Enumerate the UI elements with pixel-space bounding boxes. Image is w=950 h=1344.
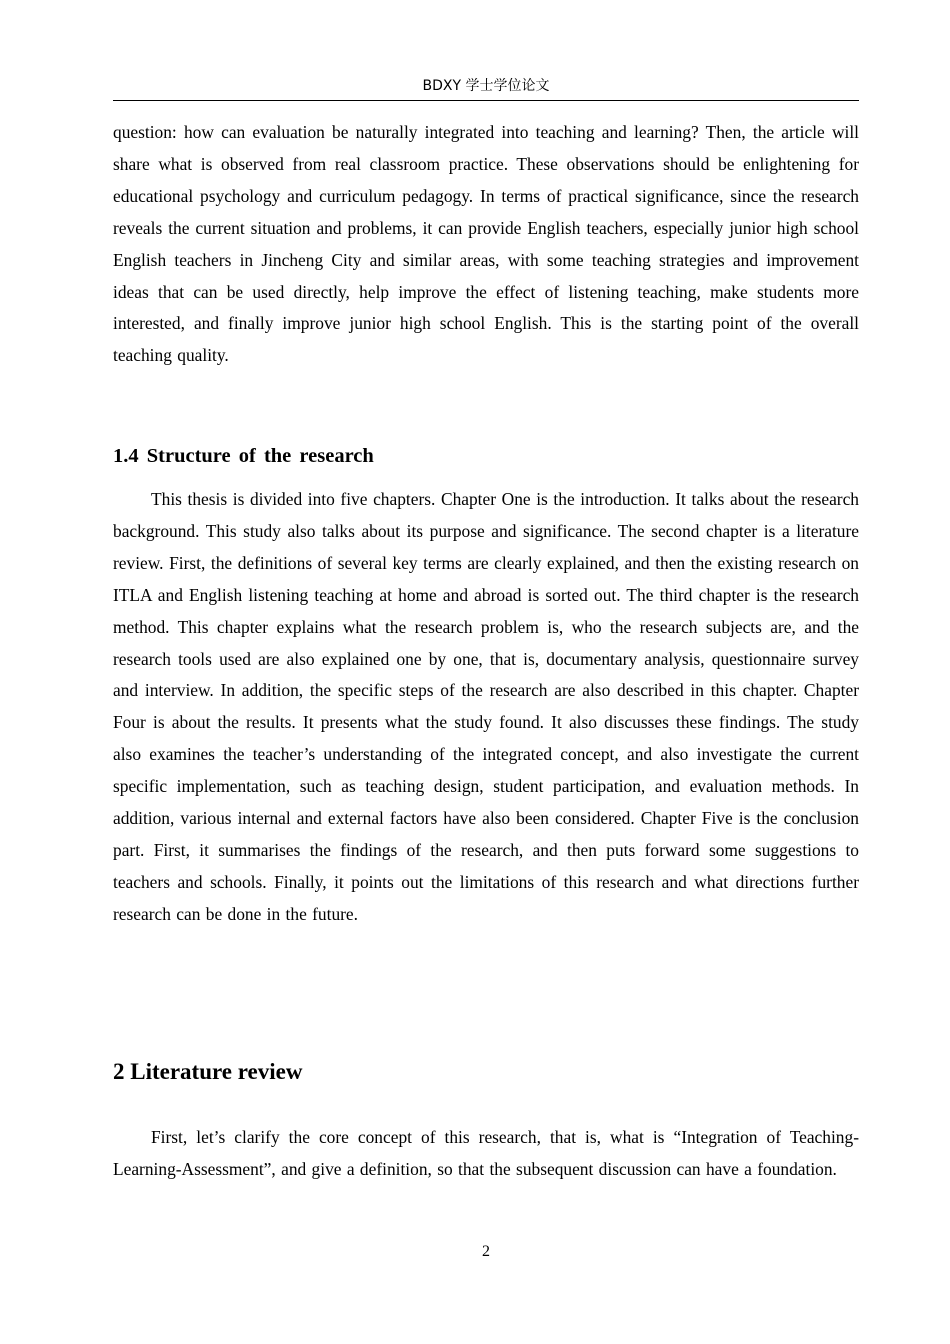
body-paragraph-significance: question: how can evaluation be naturally integrated into teaching and learning? Then, the article will share what is observed from real classroom practice. These observations should be enlightening for educational psychology and curriculum pedagogy. In terms of practical significance, since the research reveals the current situation and problems, it can provide English teachers, especially junior high school English teachers in Jincheng City and similar areas, with some teaching strategies and improvement ideas that can be used directly, help improve the effect of listening teaching, make students more interested, and finally improve junior high school English. This is the starting point of the overall teaching quality. <box>113 122 859 366</box>
header-divider <box>113 100 859 101</box>
section-heading-1-4: 1.4 Structure of the research <box>113 445 374 467</box>
body-paragraph-literature-intro: First, let’s clarify the core concept of this research, that is, what is “Integration of Teaching-Learning-Assessment”, and give a definition, so that the subsequent discussion can have a foundation. <box>113 1127 859 1179</box>
body-paragraph-structure: This thesis is divided into five chapters. Chapter One is the introduction. It talks about the research background. This study also talks about its purpose and significance. The second chapter is a literature review. First, the definitions of several key terms are clearly explained, and then the existing research on ITLA and English listening teaching at home and abroad is sorted out. The third chapter is the research method. This chapter explains what the research problem is, who the research subjects are, and the research tools used are also explained one by one, that is, documentary analysis, questionnaire survey and interview. In addition, the specific steps of the research are also described in this chapter. Chapter Four is about the results. It presents what the study found. It also discusses these findings. The study also examines the teacher’s understanding of the integrated concept, and also investigate the current specific implementation, such as teaching design, student participation, and evaluation methods. In addition, various internal and external factors have also been considered. Chapter Five is the conclusion part. First, it summarises the findings of the research, and then puts forward some suggestions to teachers and schools. Finally, it points out the limitations of this research and what directions further research can be done in the future. <box>113 489 859 924</box>
chapter-heading-2: 2 Literature review <box>113 1059 303 1084</box>
page-number: 2 <box>482 1243 490 1260</box>
running-header: BDXY 学士学位论文 <box>422 78 550 94</box>
